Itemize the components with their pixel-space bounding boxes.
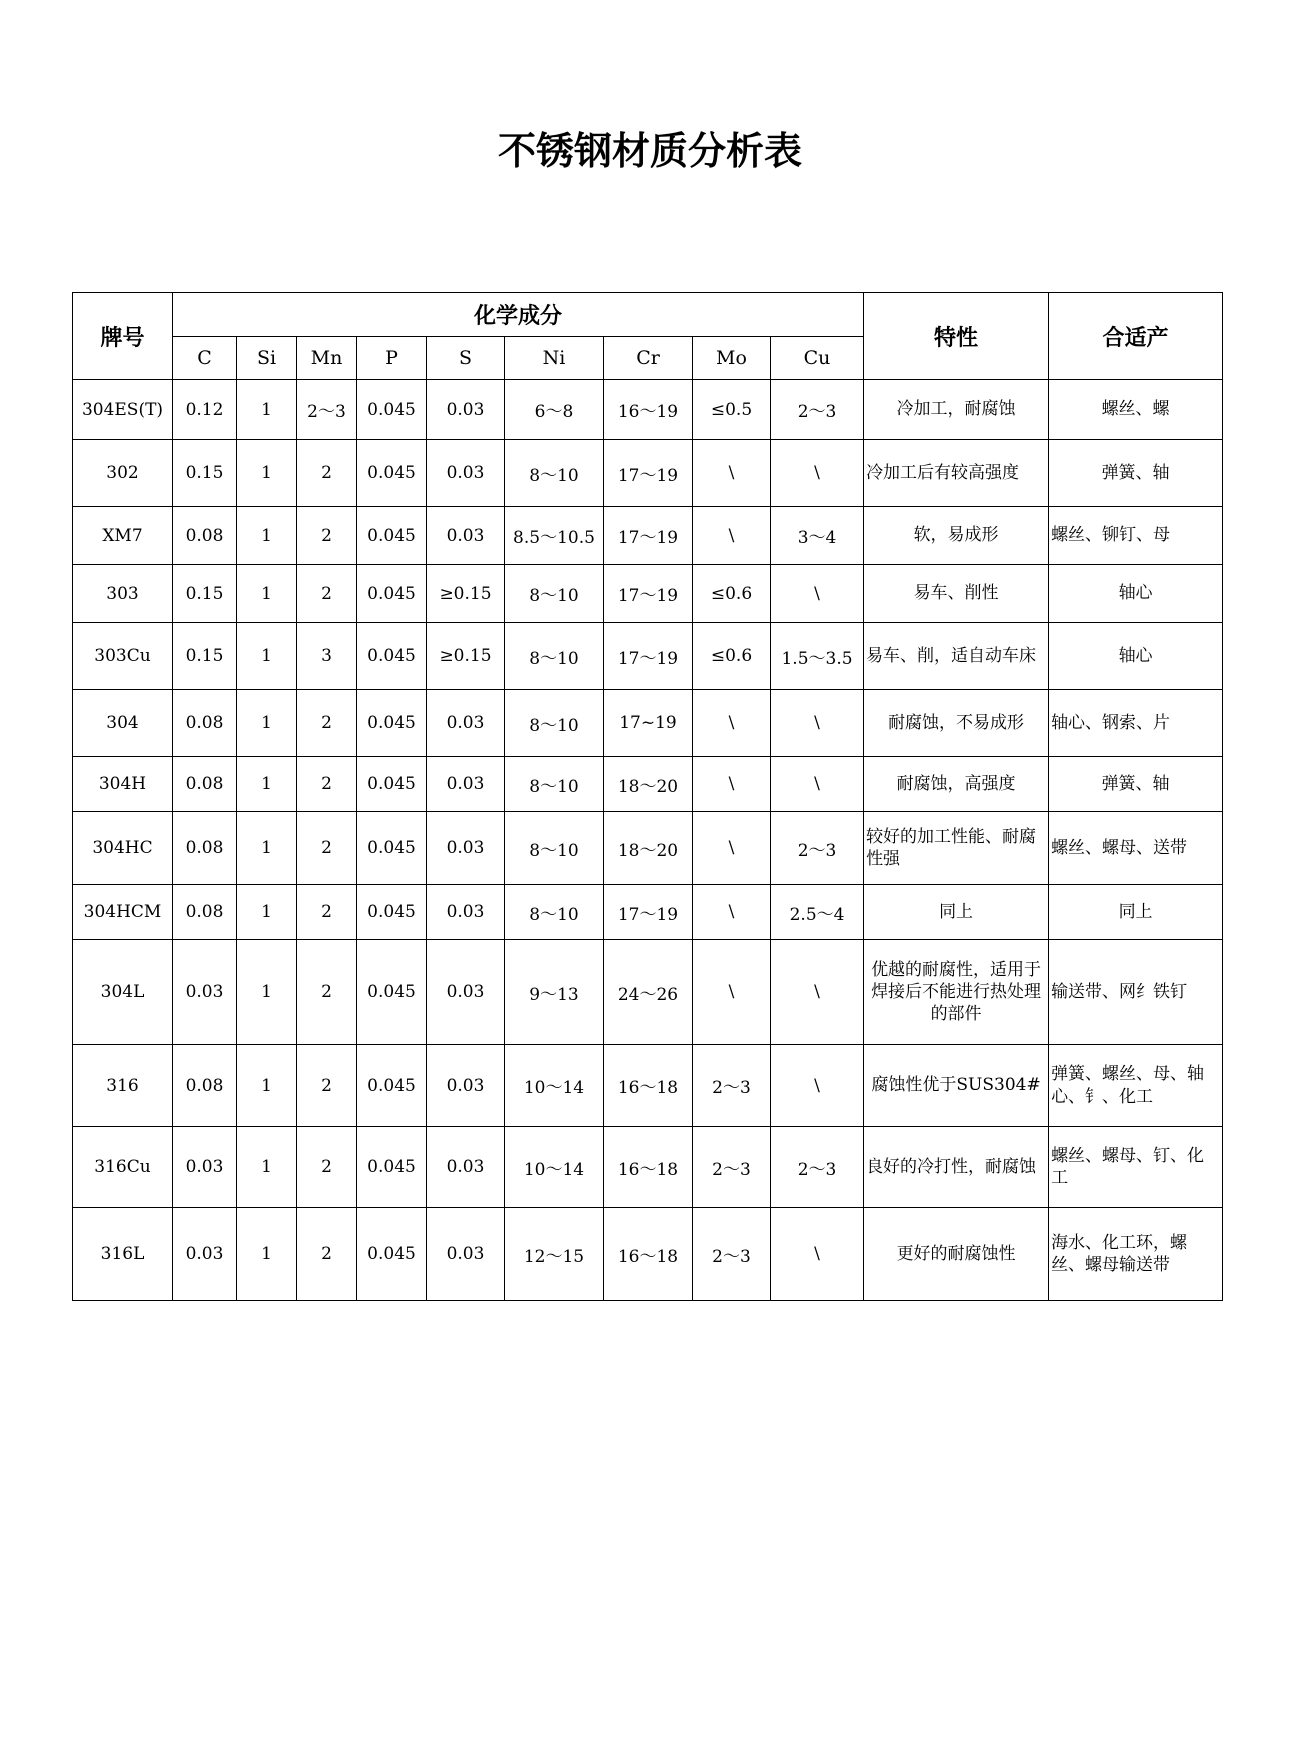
cell-mn: 2 (297, 440, 357, 507)
cell-c: 0.12 (173, 380, 237, 440)
table-row (73, 507, 1223, 565)
cell-ni: 10～14 (505, 1127, 604, 1208)
cell-cu: 1.5～3.5 (771, 623, 864, 690)
header-element-c: C (173, 337, 237, 380)
cell-cu: 3～4 (771, 507, 864, 565)
cell-ni: 8～10 (505, 565, 604, 623)
cell-usage: 弹簧、轴 (1049, 440, 1223, 507)
cell-mn: 2 (297, 885, 357, 940)
cell-si: 1 (237, 1045, 297, 1127)
cell-usage: 螺丝、螺母、钉、化工 (1049, 1127, 1223, 1208)
cell-si: 1 (237, 1127, 297, 1208)
cell-grade: XM7 (73, 507, 173, 565)
cell-mo: 2～3 (693, 1045, 771, 1127)
header-property: 特性 (864, 293, 1049, 380)
cell-mo: 2～3 (693, 1127, 771, 1208)
cell-usage: 输送带、网纟铁钉 (1049, 940, 1223, 1045)
cell-s: 0.03 (427, 690, 505, 757)
header-element-mn: Mn (297, 337, 357, 380)
cell-cu: 2～3 (771, 380, 864, 440)
cell-cr: 17～19 (604, 885, 693, 940)
cell-si: 1 (237, 812, 297, 885)
cell-cu: \ (771, 757, 864, 812)
cell-mo: \ (693, 757, 771, 812)
cell-cr: 17～19 (604, 565, 693, 623)
cell-usage: 螺丝、铆钉、母 (1049, 507, 1223, 565)
cell-si: 1 (237, 565, 297, 623)
cell-grade: 303 (73, 565, 173, 623)
cell-si: 1 (237, 507, 297, 565)
cell-p: 0.045 (357, 507, 427, 565)
header-element-cr: Cr (604, 337, 693, 380)
cell-ni: 8～10 (505, 885, 604, 940)
cell-usage: 轴心、钢索、片 (1049, 690, 1223, 757)
cell-property: 冷加工，耐腐蚀 (864, 380, 1049, 440)
cell-s: ≥0.15 (427, 623, 505, 690)
cell-cr: 24～26 (604, 940, 693, 1045)
cell-c: 0.08 (173, 757, 237, 812)
cell-mo: ≤0.6 (693, 623, 771, 690)
cell-cu: 2～3 (771, 812, 864, 885)
cell-p: 0.045 (357, 1208, 427, 1301)
header-element-p: P (357, 337, 427, 380)
cell-mo: \ (693, 440, 771, 507)
cell-grade: 316Cu (73, 1127, 173, 1208)
cell-mn: 2 (297, 757, 357, 812)
cell-si: 1 (237, 380, 297, 440)
cell-grade: 303Cu (73, 623, 173, 690)
cell-mo: \ (693, 507, 771, 565)
table-row (73, 940, 1223, 1045)
cell-mn: 2～3 (297, 380, 357, 440)
cell-usage: 轴心 (1049, 565, 1223, 623)
cell-cr: 17～19 (604, 623, 693, 690)
cell-s: 0.03 (427, 507, 505, 565)
cell-si: 1 (237, 623, 297, 690)
table-row (73, 1127, 1223, 1208)
cell-s: ≥0.15 (427, 565, 505, 623)
table-row (73, 1208, 1223, 1301)
cell-ni: 8.5～10.5 (505, 507, 604, 565)
cell-grade: 316 (73, 1045, 173, 1127)
cell-s: 0.03 (427, 812, 505, 885)
cell-si: 1 (237, 690, 297, 757)
cell-c: 0.03 (173, 940, 237, 1045)
cell-usage: 弹簧、螺丝、母、轴心、钅、化工 (1049, 1045, 1223, 1127)
cell-usage: 同上 (1049, 885, 1223, 940)
cell-c: 0.08 (173, 885, 237, 940)
header-grade: 牌号 (73, 293, 173, 380)
cell-p: 0.045 (357, 757, 427, 812)
cell-cu: \ (771, 1208, 864, 1301)
table-row (73, 565, 1223, 623)
cell-usage: 螺丝、螺母、送带 (1049, 812, 1223, 885)
cell-property: 耐腐蚀，不易成形 (864, 690, 1049, 757)
header-element-si: Si (237, 337, 297, 380)
page-title: 不锈钢材质分析表 (497, 129, 802, 173)
cell-mo: \ (693, 940, 771, 1045)
header-element-s: S (427, 337, 505, 380)
cell-c: 0.08 (173, 812, 237, 885)
table-row (73, 812, 1223, 885)
cell-mn: 2 (297, 812, 357, 885)
cell-ni: 9～13 (505, 940, 604, 1045)
cell-property: 同上 (864, 885, 1049, 940)
cell-mo: \ (693, 812, 771, 885)
header-element-ni: Ni (505, 337, 604, 380)
cell-p: 0.045 (357, 565, 427, 623)
cell-c: 0.15 (173, 440, 237, 507)
cell-mo: \ (693, 885, 771, 940)
cell-ni: 8～10 (505, 757, 604, 812)
cell-grade: 304L (73, 940, 173, 1045)
cell-mo: \ (693, 690, 771, 757)
cell-property: 良好的冷打性，耐腐蚀 (864, 1127, 1049, 1208)
table-row (73, 623, 1223, 690)
cell-p: 0.045 (357, 1127, 427, 1208)
cell-s: 0.03 (427, 757, 505, 812)
cell-ni: 8～10 (505, 440, 604, 507)
cell-s: 0.03 (427, 1208, 505, 1301)
cell-usage: 海水、化工环，螺丝、螺母输送带 (1049, 1208, 1223, 1301)
cell-si: 1 (237, 885, 297, 940)
cell-property: 软，易成形 (864, 507, 1049, 565)
cell-c: 0.03 (173, 1127, 237, 1208)
cell-s: 0.03 (427, 885, 505, 940)
cell-si: 1 (237, 757, 297, 812)
cell-cu: \ (771, 690, 864, 757)
cell-si: 1 (237, 940, 297, 1045)
cell-grade: 304H (73, 757, 173, 812)
cell-si: 1 (237, 440, 297, 507)
cell-cr: 16～18 (604, 1208, 693, 1301)
cell-cr: 17~19 (604, 690, 693, 757)
table-row (73, 380, 1223, 440)
cell-c: 0.08 (173, 1045, 237, 1127)
cell-ni: 8～10 (505, 690, 604, 757)
cell-cr: 17～19 (604, 440, 693, 507)
header-element-cu: Cu (771, 337, 864, 380)
header-element-mo: Mo (693, 337, 771, 380)
cell-ni: 12～15 (505, 1208, 604, 1301)
cell-grade: 316L (73, 1208, 173, 1301)
cell-property: 优越的耐腐性，适用于焊接后不能进行热处理的部件 (864, 940, 1049, 1045)
cell-property: 耐腐蚀，高强度 (864, 757, 1049, 812)
cell-s: 0.03 (427, 1045, 505, 1127)
cell-cu: \ (771, 1045, 864, 1127)
cell-mn: 2 (297, 507, 357, 565)
cell-c: 0.03 (173, 1208, 237, 1301)
header-chem-composition: 化学成分 (173, 293, 864, 337)
cell-c: 0.15 (173, 565, 237, 623)
cell-mn: 2 (297, 1045, 357, 1127)
cell-cr: 16～18 (604, 1045, 693, 1127)
cell-c: 0.08 (173, 690, 237, 757)
cell-s: 0.03 (427, 440, 505, 507)
header-usage: 合适产 (1049, 293, 1223, 380)
table-row (73, 440, 1223, 507)
cell-cr: 18～20 (604, 757, 693, 812)
cell-p: 0.045 (357, 940, 427, 1045)
cell-mn: 2 (297, 940, 357, 1045)
cell-cu: \ (771, 565, 864, 623)
cell-cr: 17～19 (604, 507, 693, 565)
cell-property: 冷加工后有较高强度 (864, 440, 1049, 507)
cell-property: 易车、削，适自动车床 (864, 623, 1049, 690)
cell-p: 0.045 (357, 885, 427, 940)
cell-s: 0.03 (427, 1127, 505, 1208)
cell-cr: 18～20 (604, 812, 693, 885)
cell-property: 较好的加工性能、耐腐性强 (864, 812, 1049, 885)
cell-ni: 10～14 (505, 1045, 604, 1127)
cell-cu: 2～3 (771, 1127, 864, 1208)
cell-ni: 6～8 (505, 380, 604, 440)
cell-mo: 2～3 (693, 1208, 771, 1301)
cell-mn: 2 (297, 1127, 357, 1208)
cell-mn: 2 (297, 690, 357, 757)
cell-grade: 304ES(T) (73, 380, 173, 440)
cell-grade: 304HC (73, 812, 173, 885)
cell-p: 0.045 (357, 812, 427, 885)
cell-mn: 2 (297, 565, 357, 623)
cell-mn: 3 (297, 623, 357, 690)
cell-mo: ≤0.5 (693, 380, 771, 440)
cell-p: 0.045 (357, 380, 427, 440)
cell-c: 0.15 (173, 623, 237, 690)
cell-cr: 16～18 (604, 1127, 693, 1208)
cell-c: 0.08 (173, 507, 237, 565)
cell-p: 0.045 (357, 623, 427, 690)
cell-usage: 螺丝、螺 (1049, 380, 1223, 440)
cell-cu: \ (771, 940, 864, 1045)
cell-p: 0.045 (357, 1045, 427, 1127)
table-row (73, 690, 1223, 757)
cell-grade: 304 (73, 690, 173, 757)
cell-grade: 304HCM (73, 885, 173, 940)
cell-usage: 弹簧、轴 (1049, 757, 1223, 812)
cell-p: 0.045 (357, 690, 427, 757)
spreadsheet-area (72, 292, 1205, 1304)
cell-cu: \ (771, 440, 864, 507)
table-row (73, 885, 1223, 940)
cell-si: 1 (237, 1208, 297, 1301)
cell-grade: 302 (73, 440, 173, 507)
cell-ni: 8～10 (505, 812, 604, 885)
cell-ni: 8～10 (505, 623, 604, 690)
cell-p: 0.045 (357, 440, 427, 507)
cell-mn: 2 (297, 1208, 357, 1301)
cell-cu: 2.5～4 (771, 885, 864, 940)
cell-mo: ≤0.6 (693, 565, 771, 623)
table-row (73, 1045, 1223, 1127)
cell-cr: 16～19 (604, 380, 693, 440)
table-row (73, 757, 1223, 812)
cell-property: 易车、削性 (864, 565, 1049, 623)
cell-property: 更好的耐腐蚀性 (864, 1208, 1049, 1301)
material-table (72, 292, 1223, 1301)
cell-property: 腐蚀性优于SUS304# (864, 1045, 1049, 1127)
cell-s: 0.03 (427, 940, 505, 1045)
cell-usage: 轴心 (1049, 623, 1223, 690)
cell-s: 0.03 (427, 380, 505, 440)
